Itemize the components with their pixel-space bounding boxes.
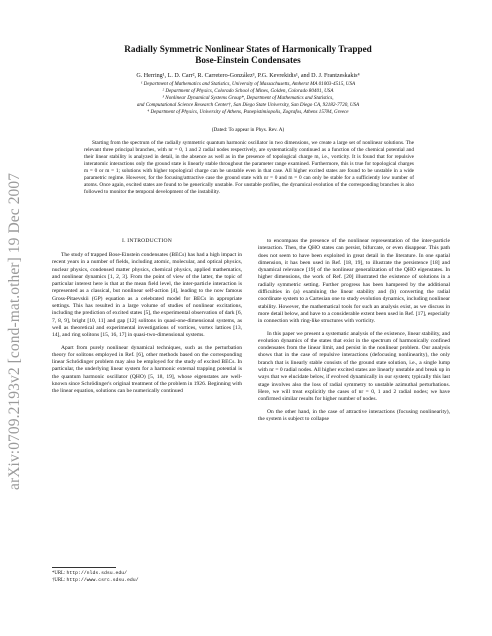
left-column <box>52 252 242 396</box>
footnote-nlds <box>52 570 242 577</box>
footnote-divider <box>52 567 116 568</box>
title-line-2: Bose-Einstein Condensates <box>195 55 301 65</box>
footnote-csrc <box>52 577 242 584</box>
affiliation-line: ¹ Department of Mathematics and Statistics, University of Massachusetts, Amherst MA 01003-4515, USA <box>140 81 356 87</box>
paragraph: In this paper we present a systematic analysis of the existence, linear stability, and evolution dynamics of the states that exist in the spectrum of harmonically confined condensates from the linear limit, and persist in the nonlinear problem. Our analysis shows that in the case of repulsive interactions (defocusing nonlinearity), the only branch that is linearly stable consists of the ground state solution, i.e., a single lump with nr = 0 radial nodes. All higher excited states are linearly unstable and break up in ways that we elucidate below, if evolved dynamically in our system; typically this last stage involves also the loss of radial symmetry to unstable azimuthal perturbations. Here, we will treat explicitly the cases of nr = 0, 1 and 2 radial nodes; we have confirmed similar results for higher number of nodes. <box>258 330 450 403</box>
affiliation-line: ² Department of Physics, Colorado School of Mines, Golden, Colorado 80401, USA <box>162 88 334 94</box>
abstract: Starting from the spectrum of the radially symmetric quantum harmonic oscillator in two dimensions, we create a large set of nonlinear solutions. The relevant three principal branches, with nr = 0, 1 and 2 radial nodes respectively, are systematically continued as a function of the chemical potential and their linear stability is analyzed in detail, in the absence as well as in the presence of topological charge m, i.e., vorticity. It is found that for repulsive interatomic interactions only the ground state is linearly stable throughout the parameter range examined. Furthermore, this is true for topological charges m = 0 or m = 1; solutions with higher topological charge can be unstable even in that case. All higher excited states are found to be unstable in a wide parametric regime. However, for the focusing/attractive case the ground state with nr = 0 and m = 0 can only be stable for a sufficiently low number of atoms. Once again, excited states are found to be generically unstable. For unstable profiles, the dynamical evolution of the corresponding branches is also followed to monitor the temporal development of the instability. <box>84 140 414 196</box>
section-heading-introduction: I. INTRODUCTION <box>122 238 172 244</box>
paper-title <box>60 44 436 66</box>
publication-date-note: (Dated: To appear in Phys. Rev. A) <box>211 127 285 133</box>
footnotes <box>52 570 242 584</box>
affiliations <box>50 81 446 116</box>
footnote-label: *URL: <box>52 571 67 576</box>
author-list: G. Herring¹, L. D. Carr², R. Carretero-González³, P.G. Kevrekidis¹, and D. J. Frantzeskakis⁴ <box>136 73 360 79</box>
paragraph: On the other hand, in the case of attractive interactions (focusing nonlinearity), the system is subject to collapse <box>258 408 450 422</box>
footnote-label: †URL: <box>52 578 67 583</box>
paragraph: The study of trapped Bose-Einstein condensates (BECs) has had a high impact in recent years in a number of fields, including atomic, molecular, and optical physics, nuclear physics, condensed matter physics, chemical physics, applied mathematics, and nonlinear dynamics [1, 2, 3]. From the point of view of the latter, the topic of particular interest here is that at the mean field level, the inter-particle interaction is represented as a classical, but nonlinear self-action [4], leading to the now famous Gross-Pitaevskii (GP) equation as a celebrated model for BECs in appropriate settings. This has resulted in a large volume of studies of nonlinear excitations, including the prediction of excited states [5], the experimental observation of dark [6, 7, 8, 9], bright [10, 11] and gap [12] solitons in quasi-one-dimensional systems, as well as theoretical and experimental investigations of vortices, vortex lattices [13, 14], and ring solitons [15, 16, 17] in quasi-two-dimensional systems. <box>52 252 242 339</box>
footnote-url-link[interactable]: http://nlds.sdsu.edu/ <box>66 571 127 576</box>
paragraph: to encompass the presence of the nonlinear representation of the inter-particle interaction. Then, the QHO states can persist, bifurcate, or even disappear. This path does not seem to have been exploited in great detail in the literature. In one spatial dimension, it has been used in Ref. [18, 19], to illustrate the persistence [18] and dynamical relevance [19] of the nonlinear generalization of the QHO eigenstates. In higher dimensions, the work of Ref. [20] illustrated the existence of solutions in a radially symmetric setting. Further progress has been hampered by the additional difficulties in (a) examining the linear stability and (b) converting the radial coordinate system to a Cartesian one to study evolution dynamics, including nonlinear stability. However, the mathematical tools for such an analysis exist, as we discuss in more detail below, and have to a considerable extent been used in Ref. [17], especially in connection with ring-like structures with vorticity. <box>258 238 450 325</box>
arxiv-identifier-stamp <box>4 130 24 490</box>
arxiv-identifier-text: arXiv:0709.2193v2 [cond-mat.other] 19 Dec 2007 <box>6 172 23 490</box>
affiliation-line: ⁴ Department of Physics, University of Athens, Panepistimiopolis, Zografos, Athens 15784, Greece <box>147 109 349 115</box>
footnote-url-link[interactable]: http://www.csrc.sdsu.edu/ <box>66 578 139 583</box>
affiliation-line: and Computational Science Research Center†, San Diego State University, San Diego CA, 92182-7720, USA <box>136 102 360 108</box>
paragraph: Apart from purely nonlinear dynamical techniques, such as the perturbation theory for solitons employed in Ref. [6], other methods based on the corresponding linear Schrödinger problem may also be employed for the study of excited BECs. In particular, the underlying linear system for a harmonic external trapping potential is the quantum harmonic oscillator (QHO) [5, 18, 19], whose eigenstates are well-known since Schrödinger's original treatment of the problem in 1926. Beginning with the linear equation, solutions can be numerically continued <box>52 344 242 395</box>
affiliation-line: ³ Nonlinear Dynamical Systems Group*, Department of Mathematics and Statistics, <box>162 95 334 101</box>
right-column <box>258 238 450 423</box>
title-line-1: Radially Symmetric Nonlinear States of Harmonically Trapped <box>124 44 372 54</box>
